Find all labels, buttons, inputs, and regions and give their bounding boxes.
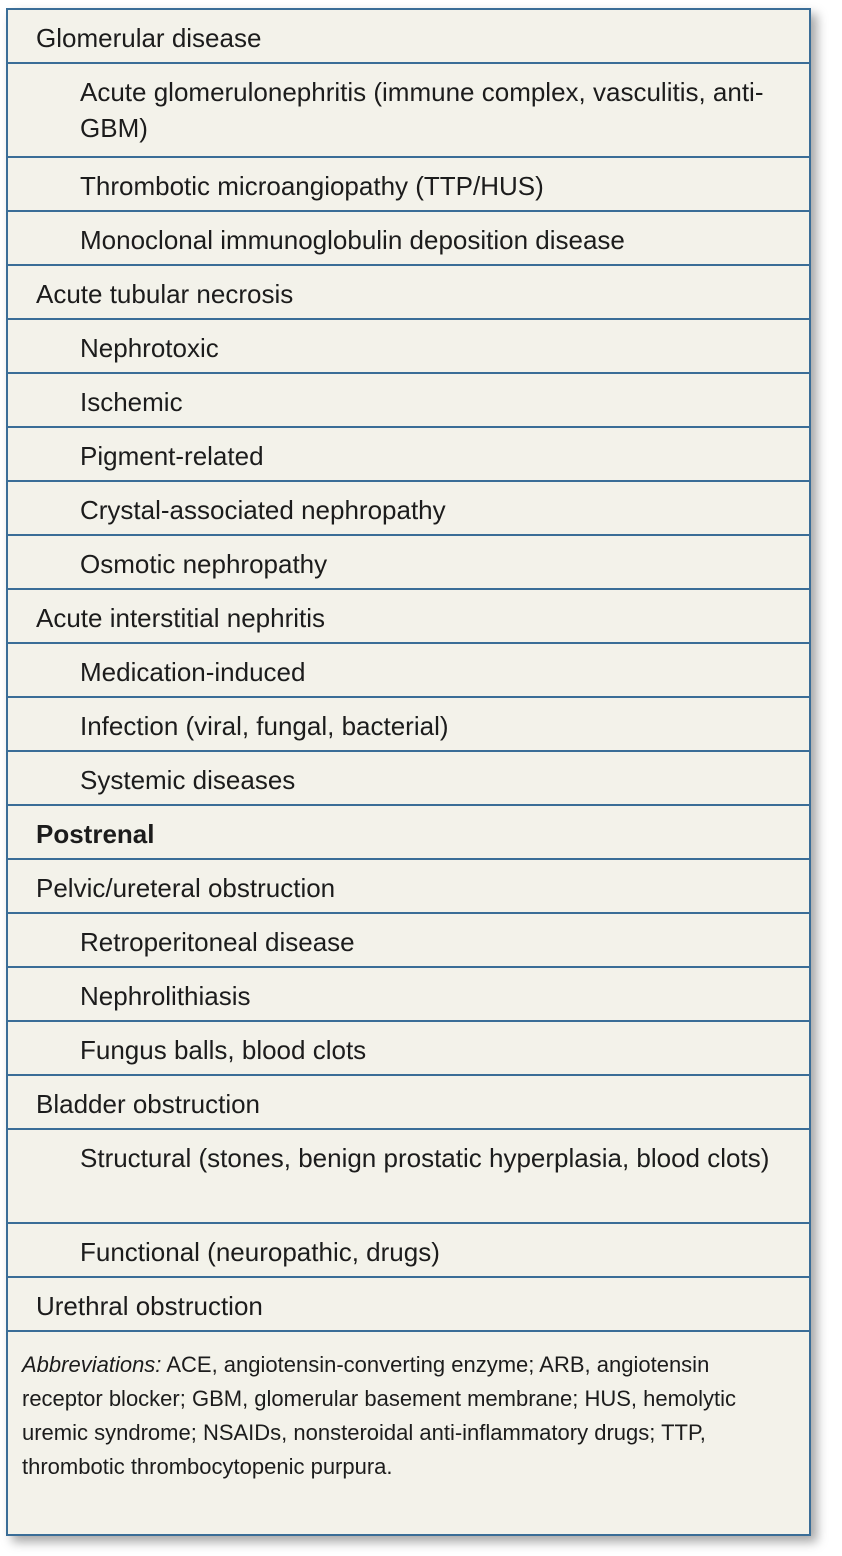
abbreviations-footnote xyxy=(22,1348,781,1484)
table-row: Acute interstitial nephritis xyxy=(8,590,809,644)
table-row: Monoclonal immunoglobulin deposition disease xyxy=(8,212,809,266)
table-row: Bladder obstruction xyxy=(8,1076,809,1130)
table-row: Crystal-associated nephropathy xyxy=(8,482,809,536)
table-row: Nephrolithiasis xyxy=(8,968,809,1022)
table-row: Medication-induced xyxy=(8,644,809,698)
table-row: Thrombotic microangiopathy (TTP/HUS) xyxy=(8,158,809,212)
table-row: Acute glomerulonephritis (immune complex, vasculitis, anti-GBM) xyxy=(8,64,809,158)
table-card xyxy=(6,8,811,1536)
table-row: Osmotic nephropathy xyxy=(8,536,809,590)
abbreviations-label: Abbreviations: xyxy=(22,1352,162,1377)
table-row: Pelvic/ureteral obstruction xyxy=(8,860,809,914)
table-row: Retroperitoneal disease xyxy=(8,914,809,968)
table-row: Acute tubular necrosis xyxy=(8,266,809,320)
table-row: Pigment-related xyxy=(8,428,809,482)
table-row: Systemic diseases xyxy=(8,752,809,806)
table-row: Glomerular disease xyxy=(8,10,809,64)
table-row: Nephrotoxic xyxy=(8,320,809,374)
table-body xyxy=(8,10,809,1332)
table-row: Infection (viral, fungal, bacterial) xyxy=(8,698,809,752)
table-row: Functional (neuropathic, drugs) xyxy=(8,1224,809,1278)
table-row: Ischemic xyxy=(8,374,809,428)
table-row: Urethral obstruction xyxy=(8,1278,809,1332)
section-heading: Postrenal xyxy=(8,806,809,860)
abbreviations-text: ACE, angiotensin-converting enzyme; ARB, angiotensin receptor blocker; GBM, glomerular basement membrane; HUS, hemolytic uremic syndrome; NSAIDs, nonsteroidal anti-inflammatory drugs; TTP, thrombotic thrombocytopenic purpura. xyxy=(22,1352,737,1479)
table-row: Fungus balls, blood clots xyxy=(8,1022,809,1076)
table-row: Structural (stones, benign prostatic hyperplasia, blood clots) xyxy=(8,1130,809,1224)
